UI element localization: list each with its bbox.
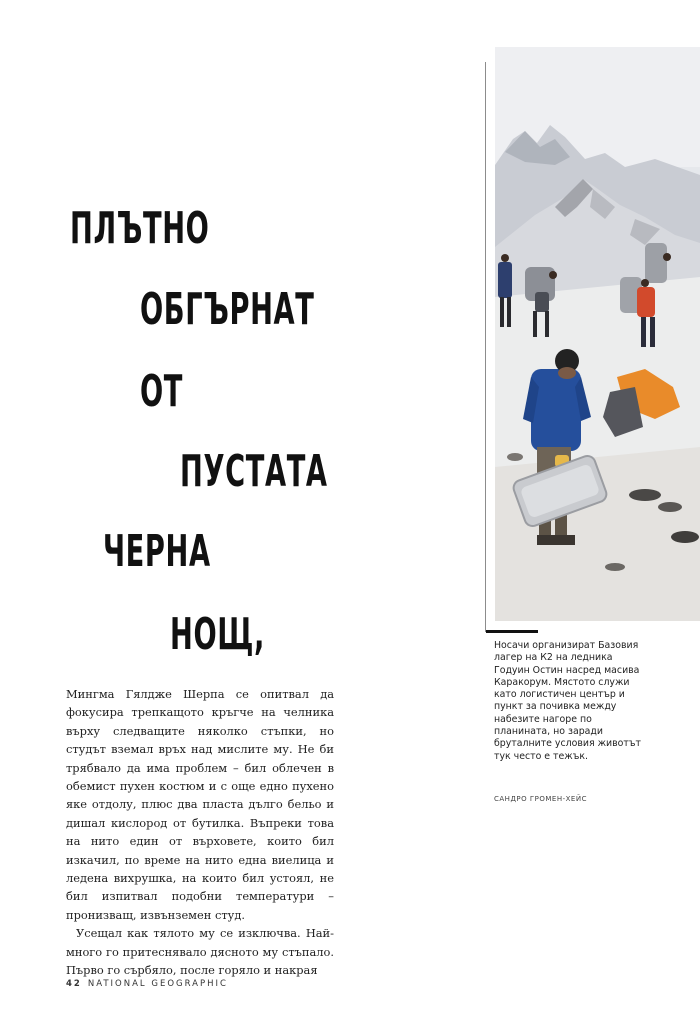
caption-rule bbox=[486, 630, 538, 633]
page-footer bbox=[66, 979, 228, 989]
headline-line-6: НОЩ, bbox=[170, 609, 266, 660]
headline-line-2: ОБГЪРНАТ bbox=[140, 284, 315, 335]
publication-name: NATIONAL GEOGRAPHIC bbox=[87, 979, 228, 989]
photo-caption: Носачи организират Базовия лагер на К2 на ледника Годуин Остин насред масива Каракорум. Мястото служи като логистичен център и пункт за почивка между набезите нагоре по планината, но заради бруталните условия животът тук често е тежък. bbox=[494, 640, 641, 762]
headline-line-4: ПУСТАТА bbox=[180, 446, 328, 497]
column-divider bbox=[485, 62, 486, 632]
headline-line-5: ЧЕРНА bbox=[103, 526, 211, 577]
headline-line-1: ПЛЪТНО bbox=[70, 203, 210, 254]
headline bbox=[0, 0, 470, 700]
body-paragraph-2: Усещал как тялото му се изключва. Най-много го притеснявало дясното му стъпало. Първо го сърбяло, после горяло и накрая bbox=[66, 926, 334, 978]
body-paragraph-1: Мингма Гялдже Шерпа се опитвал да фокусира трепкащото кръгче на челника върху следващите няколко стъпки, но студът вземал връх над мислите му. Не би трябвало да има проблем – бил облечен в обемист пухен костюм и с още едно пухено яке отдолу, плюс два пласта дълго бельо и дишал кислород от бутилка. Въпреки това на нито един от върховете, които бил изкачил, по време на нито една виелица и ледена вихрушка, на които бил устоял, не бил изпитвал подобни температури – пронизващ, извънземен студ. bbox=[66, 687, 334, 922]
article-body bbox=[66, 685, 334, 980]
headline-line-3: ОТ bbox=[140, 366, 184, 417]
photo-credit: САНДРО ГРОМЕН-ХЕЙС bbox=[494, 795, 587, 803]
expedition-photo bbox=[495, 47, 700, 621]
page-number: 42 bbox=[66, 979, 82, 989]
